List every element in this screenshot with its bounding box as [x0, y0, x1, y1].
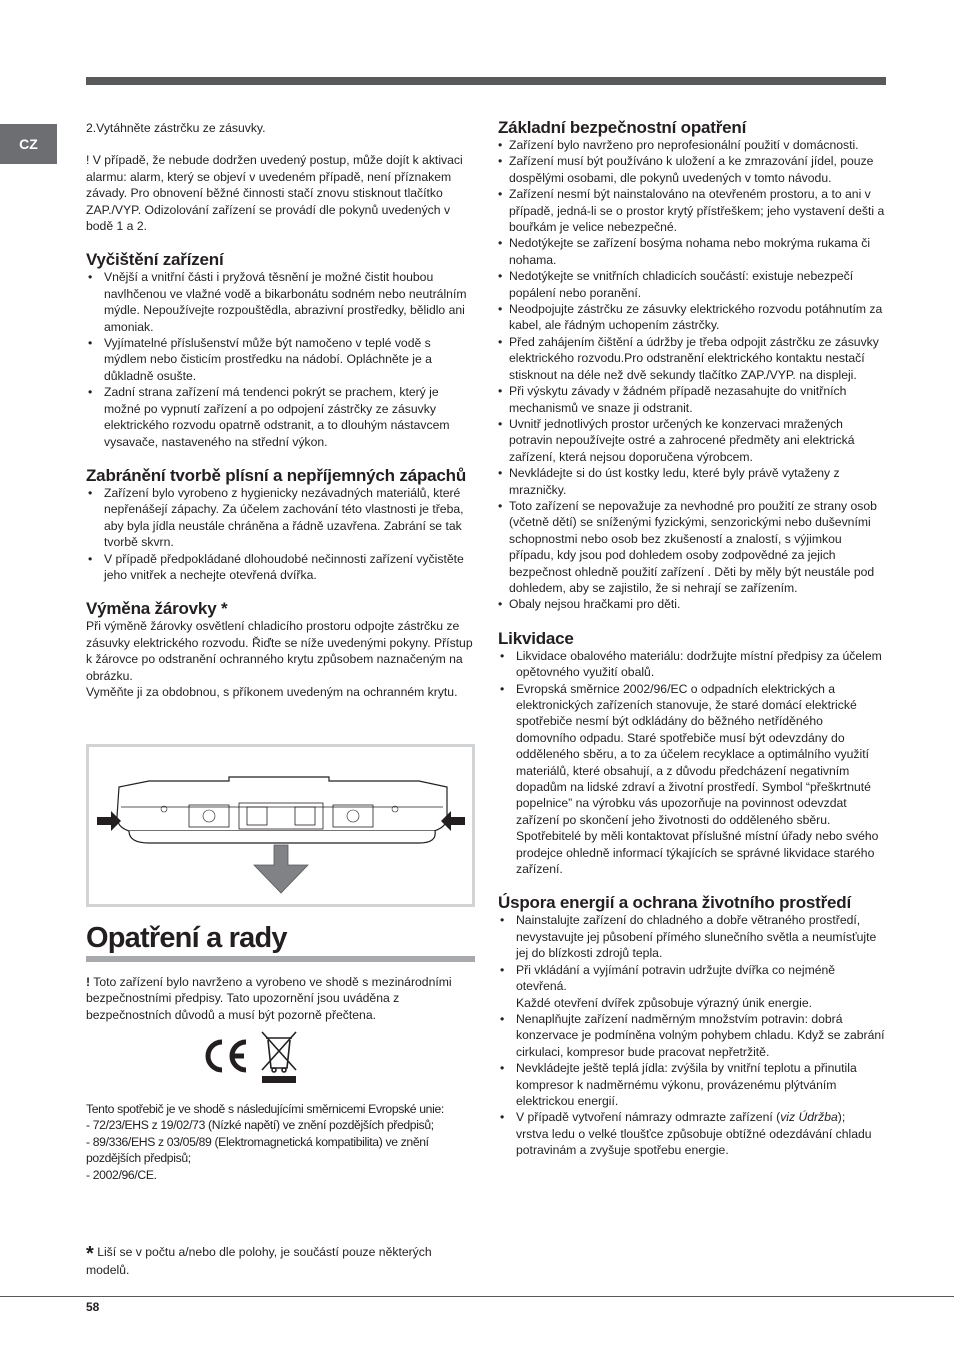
bulb-cover-figure	[86, 744, 475, 907]
precautions-intro	[86, 974, 476, 1023]
top-bar	[86, 77, 886, 85]
list-item: • Při výskytu závady v žádném případě nezasahujte do vnitřních mechanismů ve snaze ji odstranit.	[498, 383, 886, 416]
cleaning-list	[86, 269, 476, 449]
energy-title: Úspora energií a ochrana životního prostředí	[498, 893, 851, 913]
list-item: • Neodpojujte zástrčku ze zásuvky elektrického rozvodu potáhnutím za kabel, ale řádným uchopením zástrčky.	[498, 301, 886, 334]
list-item-text: vrstva ledu o velké tloušťce způsobuje obtížné odezdávání chladu potravinám a zvyšuje spotřebu energie.	[516, 1126, 872, 1158]
list-item: • V případě předpokládané dlohoudobé nečinnosti zařízení vyčistěte jeho vnitřek a nechejte otevřená dvířka.	[86, 551, 476, 584]
list-item: • Nenaplňujte zařízení nadměrným množstvím potravin: dobrá konzervace je podmíněna volným pohybem chladu. Když se zabrání cirkulaci, kompresor bude pracovat nepřetržitě.	[498, 1011, 886, 1060]
left-column	[86, 120, 476, 700]
list-item: • Nevkládejte si do úst kostky ledu, které byly právě vytaženy z mrazničky.	[498, 465, 886, 498]
cleaning-title: Vyčištění zařízení	[86, 250, 224, 270]
list-item: • Zařízení bylo navrženo pro neprofesionální použití v domácnosti.	[498, 137, 886, 153]
directives	[86, 1101, 478, 1183]
directives-line: - 89/336/EHS z 03/05/89 (Elektromagnetická kompatibilita) ve znění pozdějších předpisů;	[86, 1134, 429, 1166]
footnote-star: *	[86, 1243, 94, 1265]
list-item: • Zařízení bylo vyrobeno z hygienicky nezávadných materiálů, které nepřenášejí zápachy. Za účelem zachování této vlastnosti je třeba, aby byla jídla neustále chráněna a řádně uzavřena. Zabrání se tak tvorbě skvrn.	[86, 485, 476, 551]
directives-line: - 2002/96/CE.	[86, 1167, 157, 1182]
step-2: 2.Vytáhněte zástrčku ze zásuvky.	[86, 121, 266, 135]
disposal-list	[498, 648, 886, 878]
list-item	[498, 1109, 886, 1158]
safety-title: Základní bezpečnostní opatření	[498, 118, 747, 137]
list-item-post: );	[837, 1110, 846, 1125]
title-rule	[86, 956, 475, 962]
right-column	[498, 118, 886, 1159]
energy-list	[498, 912, 886, 1158]
mould-title: Zabránění tvorbě plísní a nepříjemných zápachů	[86, 465, 467, 485]
bulb-title: Výměna žárovky *	[86, 599, 228, 619]
list-item: • Nevkládejte ještě teplá jídla: zvýšila by vnitřní teplotu a přinutila kompresor k nadměrnému výkonu, provázenému plýtváním elektrickou energií.	[498, 1060, 886, 1109]
list-item-extra: Každé otevření dvířek způsobuje výrazný únik energie.	[516, 995, 813, 1010]
list-item-text: Při vkládání a vyjímání potravin udržujte dvířka co nejméně otevřená.	[516, 962, 836, 994]
ce-weee-logos	[196, 1028, 300, 1086]
list-item: • Vyjímatelné příslušenství může být namočeno v teplé vodě s mýdlem nebo čisticím prostředku na nádobí. Opláchněte je a důkladně osušte.	[86, 335, 476, 384]
directives-line: - 72/23/EHS z 19/02/73 (Nízké napětí) ve znění pozdějších předpisů;	[86, 1118, 434, 1133]
footnote-text: Liší se v počtu a/nebo dle polohy, je součástí pouze některých modelů.	[86, 1245, 432, 1278]
list-item: • Vnější a vnitřní části i pryžová těsnění je možné čistit houbou navlhčenou ve vlažné vodě a bikarbonátu sodném nebo neutrálním mýdle. Nepoužívejte rozpouštědla, abrazivní prostředky, bělidlo ani amoniak.	[86, 269, 476, 335]
lamp-cover-illustration	[89, 747, 472, 904]
precautions-title: Opatření a rady	[86, 922, 287, 954]
certification-logos	[196, 1028, 300, 1091]
language-tab: CZ	[0, 124, 57, 164]
precautions-section	[86, 922, 476, 1023]
alarm-note: ! V případě, že nebude dodržen uvedený postup, může dojít k aktivaci alarmu: alarm, který se objeví v uvedeném případě, není příznakem závady. Pro obnovení běžné činnosti stačí znovu stisknout tlačítko ZAP./VYP. Odizolování zařízení se provádí dle pokynů uvedených v bodě 1 a 2.	[86, 153, 463, 234]
list-item	[498, 962, 886, 1011]
safety-list	[498, 137, 886, 613]
exclamation: !	[86, 975, 91, 989]
bulb-text-2: Vyměňte ji za obdobnou, s příkonem uvedeným na ochranném krytu.	[86, 684, 458, 699]
list-item: • Před zahájením čištění a údržby je třeba odpojit zástrčku ze zásuvky elektrického rozvodu.Pro odstranění elektrického kontaktu nestačí stisknout na déle než dvě sekundy tlačítko ZAP./VYP. na displeji.	[498, 334, 886, 383]
list-item: • Toto zařízení se nepovažuje za nevhodné pro použití ze strany osob (včetně dětí) se sníženými fyzickými, senzorickými nebo duševními schopnostmi nebo osob bez zkušeností a znalostí, s výjimkou případu, kdy jsou pod dohledem osoby zodpovědné za jejich bezpečnost ohledně použití zařízení . Děti by měly být neustále pod dohledem, aby se zajistilo, že si nehrají se zařízením.	[498, 498, 886, 596]
list-item: • Uvnitř jednotlivých prostor určených ke konzervaci mražených potravin nepoužívejte ostré a zahrocené předměty ani elektrická zařízení, která nejsou doporučena výrobcem.	[498, 416, 886, 465]
list-item: • Nedotýkejte se zařízení bosýma nohama nebo mokrýma rukama či nohama.	[498, 235, 886, 268]
list-item: • Likvidace obalového materiálu: dodržujte místní předpisy za účelem opětovného využití obalů.	[498, 648, 886, 681]
bottom-rule	[0, 1296, 954, 1297]
directives-line: Tento spotřebič je ve shodě s následujícími směrnicemi Evropské unie:	[86, 1102, 444, 1116]
disposal-title: Likvidace	[498, 628, 574, 648]
precautions-intro-text: Toto zařízení bylo navrženo a vyrobeno ve shodě s mezinárodními bezpečnostními předpisy. Tato upozornění jsou uváděna z bezpečnostních důvodů a musí být pozorně přečtena.	[86, 975, 452, 1022]
page-number: 58	[86, 1300, 100, 1314]
list-item: • Nainstalujte zařízení do chladného a dobře větraného prostředí, nevystavujte jej působení přímého slunečního světla a neumísťujte jej do blízkosti zdrojů tepla.	[498, 912, 886, 961]
list-item: • Obaly nejsou hračkami pro děti.	[498, 596, 886, 612]
bulb-text-1: Při výměně žárovky osvětlení chladicího prostoru odpojte zástrčku ze zásuvky elektrického rozvodu. Řiďte se níže uvedenými pokyny. Přístup k žárovce po odstranění ochranného krytu způsobem naznačeným na obrázku.	[86, 619, 473, 683]
list-item: • Nedotýkejte se vnitřních chladicích součástí: existuje nebezpečí popálení nebo poranění.	[498, 268, 886, 301]
list-item: • Zařízení musí být používáno k uložení a ke zmrazování jídel, pouze dospělými osobami, dle pokynů uvedených v tomto návodu.	[498, 153, 886, 186]
list-item: • Zadní strana zařízení má tendenci pokrýt se prachem, který je možné po vypnutí zařízení a po odpojení zástrčky ze zásuvky elektrického rozvodu opatrně odstranit, a to dlouhým nástavcem vysavače, nastaveného na střední výkon.	[86, 384, 476, 450]
list-item-pre: V případě vytvoření námrazy odmrazte zařízení (	[516, 1110, 781, 1125]
mould-list	[86, 485, 476, 583]
list-item-italic: viz Údržba	[780, 1110, 838, 1125]
list-item: • Evropská směrnice 2002/96/EC o odpadních elektrických a elektronických zařízeních stanovuje, že staré domácí elektrické spotřebiče nesmí být odkládány do běžného netříděného domovního odpadu. Staré spotřebiče musí být odevzdány do odděleného sběru, a to za účelem recyklace a optimálního využití materiálů, které obsahují, a z důvodu předcházení negativním dopadům na lidské zdraví a životní prostředí. Symbol “přeškrtnuté popelnice” na výrobku vás upozorňuje na povinnost odevzdat zařízení po skončení jeho životnosti do odděleného sběru. Spotřebitelé by měli kontaktovat příslušné místní úřady nebo svého prodejce ohledně informací týkajících se správné likvidace starého zařízení.	[498, 681, 886, 878]
list-item: • Zařízení nesmí být nainstalováno na otevřeném prostoru, a to ani v případě, jedná-li se o prostor krytý přístřeškem; jeho vystavení dešti a bouřkám je velice nebezpečné.	[498, 186, 886, 235]
footnote	[86, 1244, 476, 1279]
